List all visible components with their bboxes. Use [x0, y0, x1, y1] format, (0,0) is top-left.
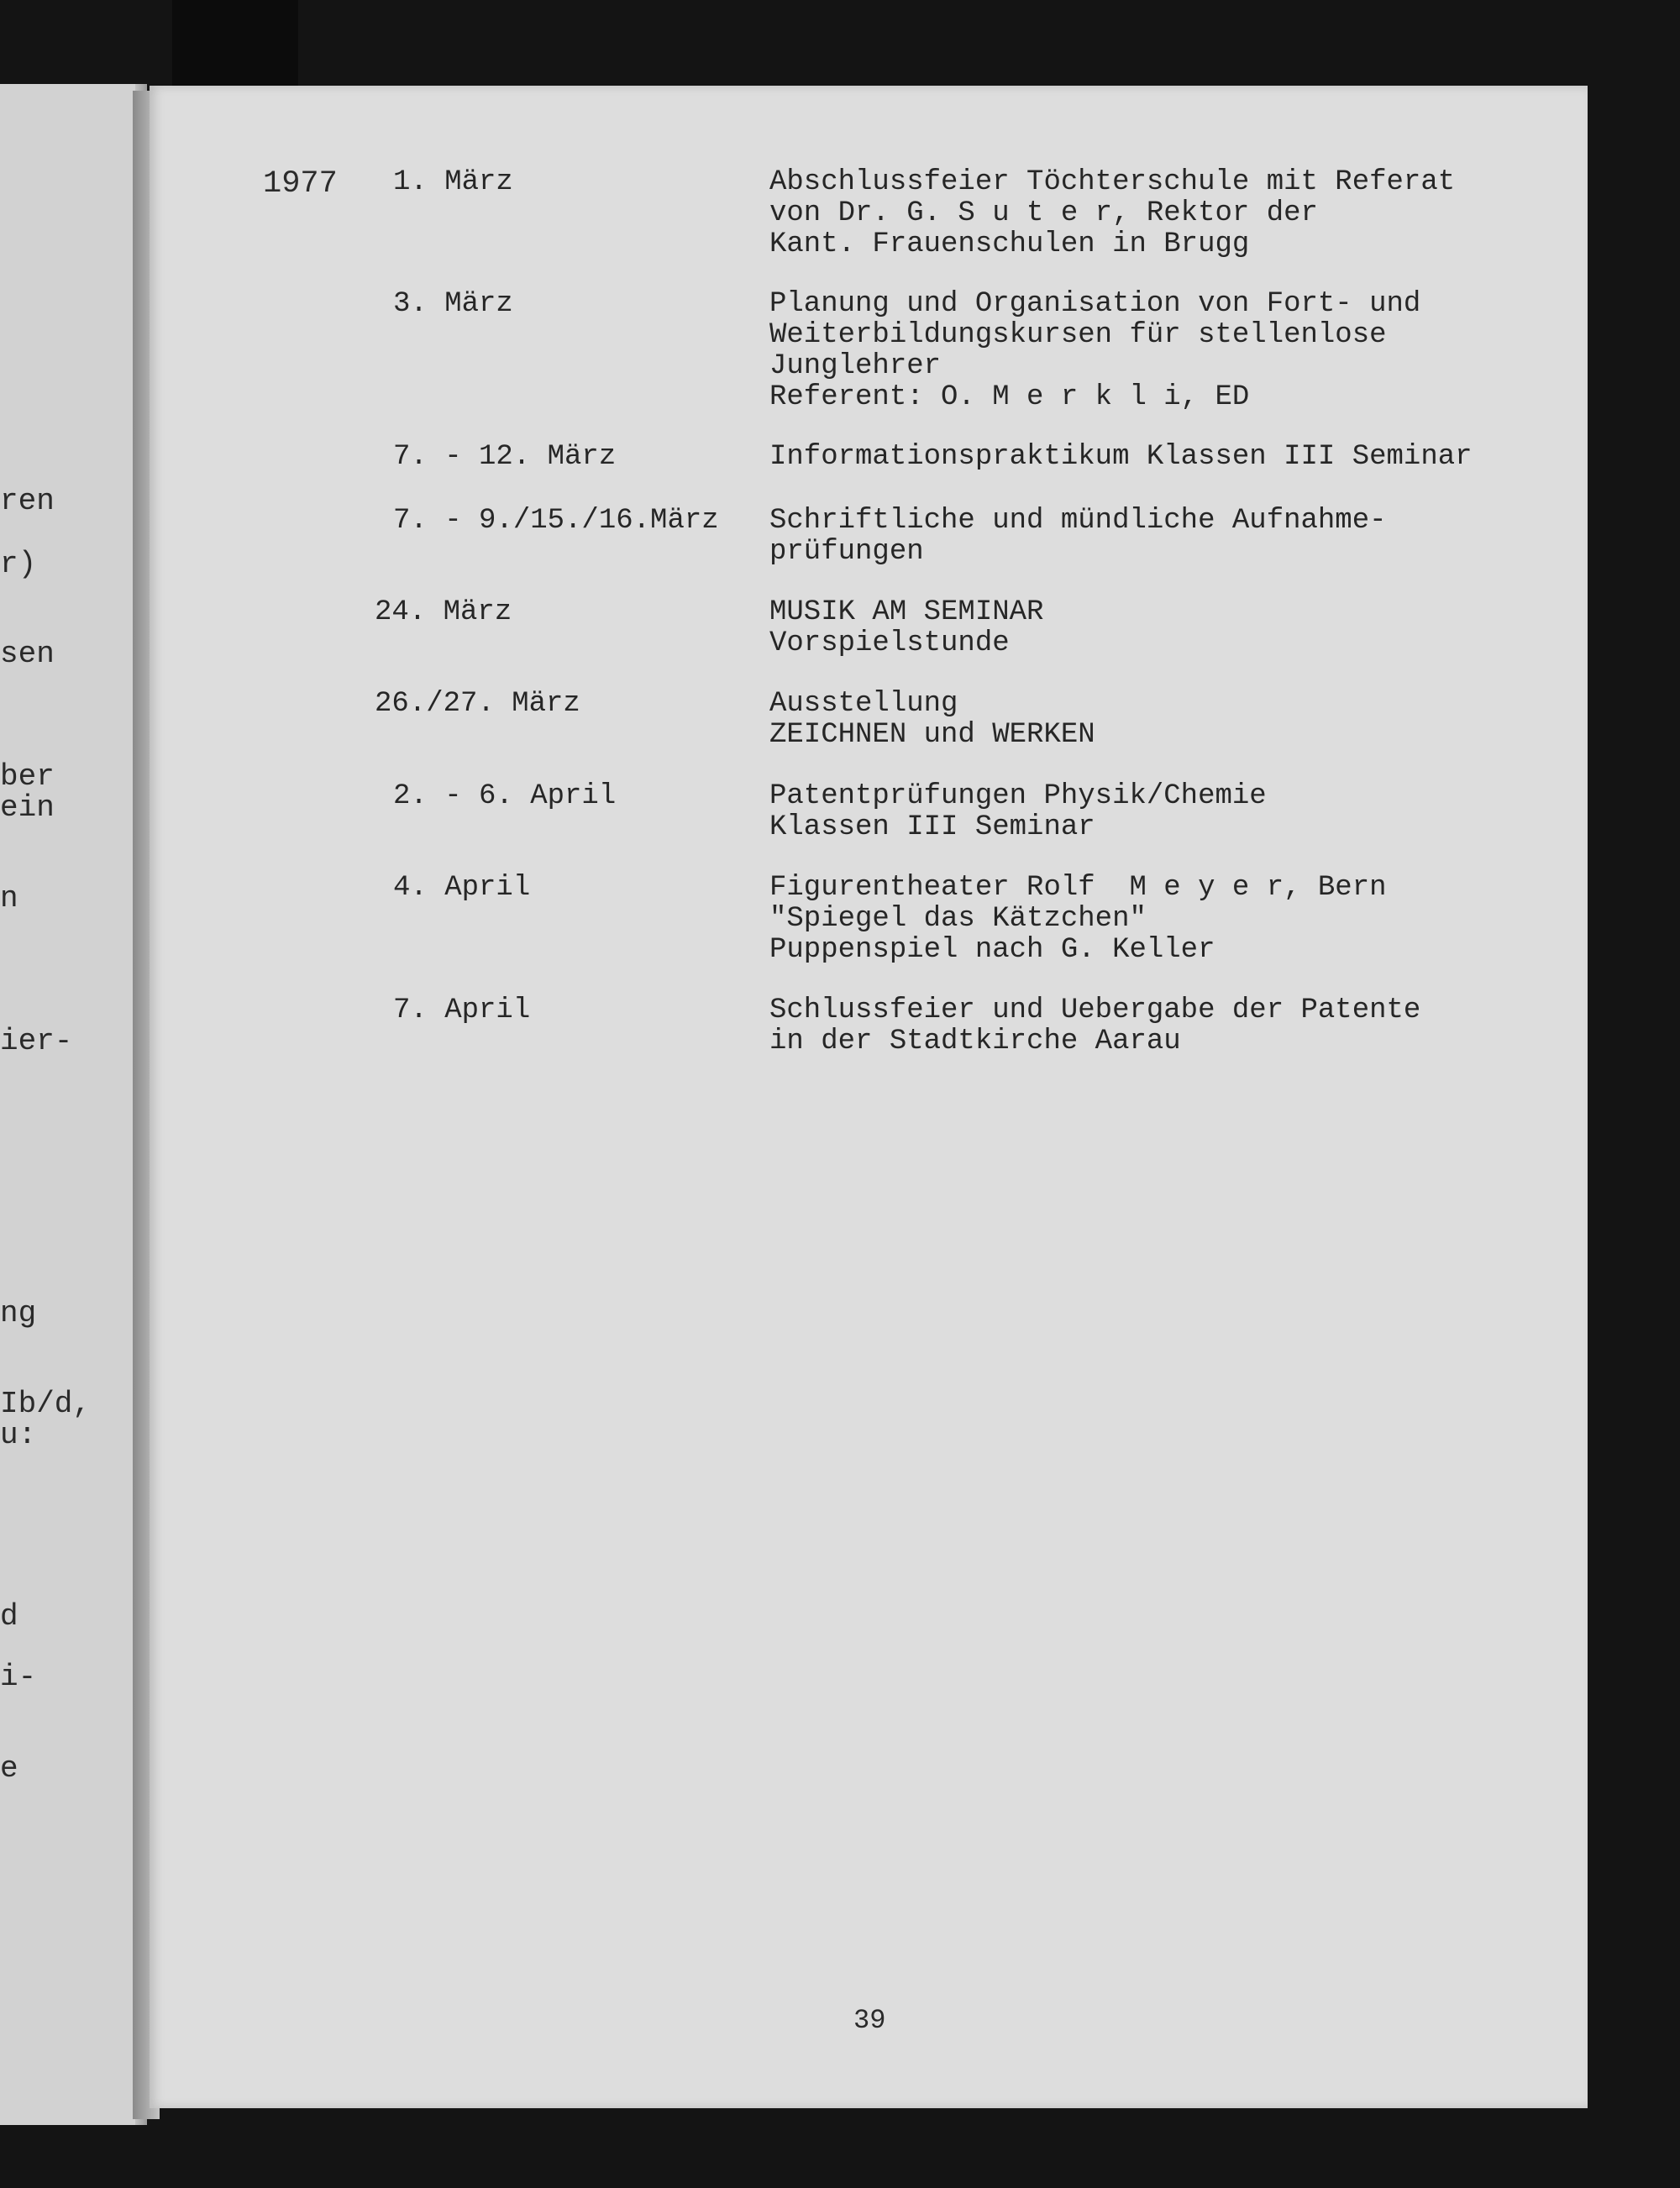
description-line: Vorspielstunde [769, 627, 1010, 659]
binder-strip [172, 0, 298, 92]
description-line: "Spiegel das Kätzchen" [769, 903, 1147, 935]
description-line: Abschlussfeier Töchterschule mit Referat [769, 166, 1456, 198]
schedule [150, 86, 1588, 2108]
description-line: Junglehrer [769, 350, 942, 382]
entry-date: 7. - 12. März [393, 441, 617, 473]
entry-description [769, 689, 1576, 751]
entry-date: 7. April [393, 994, 531, 1026]
entry-date: 4. April [393, 872, 531, 904]
description-line: Klassen III Seminar [769, 811, 1095, 843]
right-page [150, 86, 1588, 2108]
left-page-fragment: r) [0, 547, 37, 581]
description-line: Planung und Organisation von Fort- und [769, 288, 1421, 320]
left-page-fragment: ier- [0, 1024, 73, 1058]
left-page-fragment: ein [0, 790, 55, 825]
description-line: Schlussfeier und Uebergabe der Patente [769, 994, 1421, 1026]
entry-date: 24. März [375, 596, 512, 628]
entry-description [769, 995, 1576, 1057]
left-page-fragment: u: [0, 1418, 37, 1452]
entry-date: 7. - 9./15./16.März [393, 505, 719, 537]
description-line: von Dr. G. S u t e r, Rektor der [769, 197, 1318, 229]
year-label: 1977 [263, 166, 338, 202]
description-line: Patentprüfungen Physik/Chemie [769, 780, 1267, 812]
entry-description [769, 167, 1576, 260]
left-page [0, 84, 147, 2125]
description-line: ZEICHNEN und WERKEN [769, 719, 1095, 751]
left-page-fragment: sen [0, 637, 55, 671]
description-line: in der Stadtkirche Aarau [769, 1026, 1181, 1057]
description-line: prüfungen [769, 536, 924, 568]
description-line: Ausstellung [769, 688, 958, 720]
left-page-fragment: e [0, 1751, 18, 1786]
description-line: MUSIK AM SEMINAR [769, 596, 1044, 628]
entry-description [769, 442, 1576, 473]
entry-date: 2. - 6. April [393, 780, 617, 812]
left-page-fragment: i- [0, 1660, 37, 1694]
description-line: Informationspraktikum Klassen III Seminar [769, 441, 1473, 473]
left-page-fragment: n [0, 881, 18, 916]
left-page-fragment: ber [0, 759, 55, 794]
description-line: Weiterbildungskursen für stellenlose [769, 319, 1387, 351]
entry-description [769, 781, 1576, 843]
entry-date: 1. März [393, 166, 513, 198]
description-line: Referent: O. M e r k l i, ED [769, 381, 1250, 413]
entry-date: 26./27. März [375, 688, 580, 720]
description-line: Schriftliche und mündliche Aufnahme- [769, 505, 1387, 537]
description-line: Kant. Frauenschulen in Brugg [769, 228, 1250, 260]
page-number: 39 [853, 2005, 886, 2036]
left-page-fragment: Ib/d, [0, 1387, 92, 1421]
left-page-fragment: ng [0, 1296, 37, 1330]
description-line: Figurentheater Rolf M e y e r, Bern [769, 872, 1387, 904]
entry-description [769, 597, 1576, 659]
description-line: Puppenspiel nach G. Keller [769, 934, 1215, 966]
left-page-fragment: d [0, 1599, 18, 1634]
entry-description [769, 873, 1576, 966]
left-page-fragment: ren [0, 484, 55, 518]
entry-description [769, 289, 1576, 413]
entry-description [769, 506, 1576, 568]
entry-date: 3. März [393, 288, 513, 320]
